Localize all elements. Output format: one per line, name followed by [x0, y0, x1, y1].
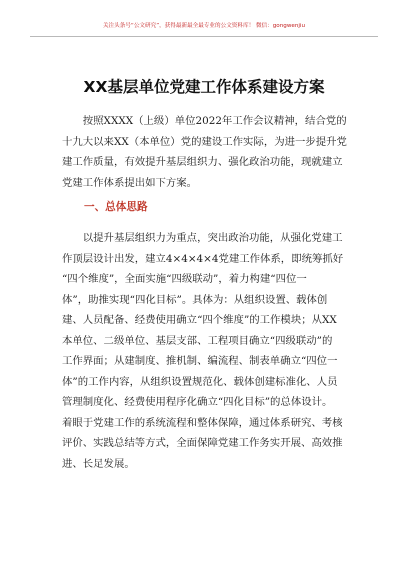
paragraph-line: 建工作质量，有效提升基层组织力、强化政治功能，现就建立 [62, 156, 343, 168]
section-heading: 一、总体思路 [84, 201, 148, 213]
paragraph-line: 着眼于党建工作的系统流程和整体保障，通过体系研究、考核 [62, 416, 343, 429]
paragraph-line: 评价、实践总结等方式，全面保障党建工作务实开展、高效推 [62, 437, 343, 449]
paragraph-line: 作顶层设计出发，建立4×4×4×4党建工作体系，即统筹抓好 [62, 252, 344, 265]
paragraph-line: 体”，助推实现“四化目标”。具体为：从组织设置、载体创 [62, 293, 328, 306]
header-banner [30, 20, 378, 37]
paragraph-line: 进、长足发展。 [62, 457, 135, 470]
paragraph-line: 党建工作体系提出如下方案。 [62, 176, 198, 189]
paragraph-line: 十九大以来XX（本单位）党的建设工作实际，为进一步提升党 [62, 135, 347, 148]
paragraph-line: 以提升基层组织力为重点，突出政治功能，从强化党建工 [62, 232, 343, 244]
paragraph-line: 管理制度化、经费使用程序化确立“四化目标”的总体设计。 [62, 396, 333, 408]
paragraph-line: 体”的工作内容，从组织设置规范化、载体创建标准化、人员 [62, 375, 338, 388]
paragraph-line: 工作界面；从建制度、推机制、编流程、制表单确立“四位一 [62, 355, 338, 367]
banner-text: 关注头条号“公文研究”，获得最新最全最专业的公文资料库！ 微信：gongwenjiu [102, 23, 306, 29]
intro-paragraph [62, 111, 347, 193]
section-paragraph [62, 228, 347, 474]
document-title: XX基层单位党建工作体系建设方案 [83, 78, 325, 96]
paragraph-line: 建、人员配备、经费使用确立“四个维度”的工作模块；从XX [62, 314, 337, 326]
paragraph-line: 本单位、二级单位、基层支部、工程项目确立“四级联动”的 [62, 334, 333, 347]
paragraph-line: “四个维度”，全面实施“四级联动”，着力构建“四位一 [62, 273, 307, 285]
paragraph-line: 按照XXXX（上级）单位2022年工作会议精神，结合党的 [62, 115, 347, 127]
